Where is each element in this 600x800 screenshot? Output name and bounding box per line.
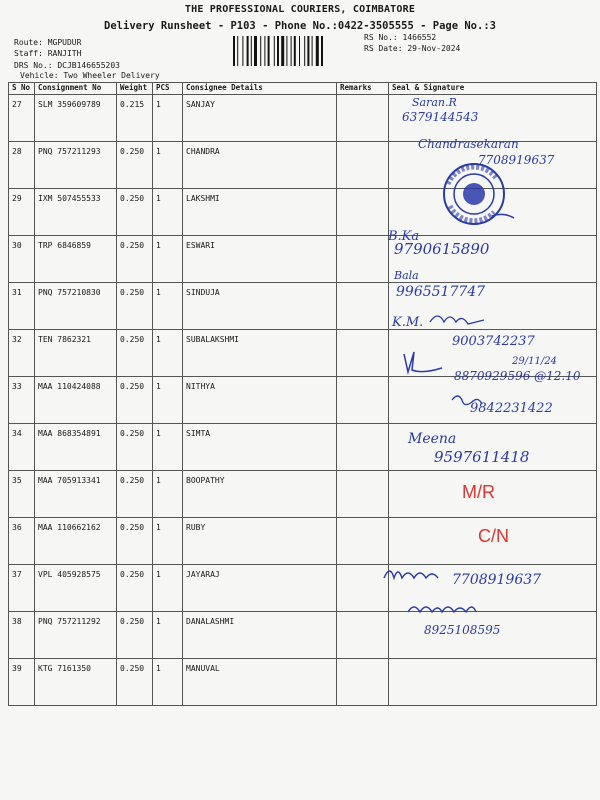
table-row <box>9 95 597 142</box>
table-row <box>9 377 597 424</box>
cell-weight: 0.250 <box>117 236 153 283</box>
cell-weight: 0.250 <box>117 330 153 377</box>
cell-signature <box>389 518 597 565</box>
cell-weight: 0.250 <box>117 565 153 612</box>
cell-weight: 0.250 <box>117 471 153 518</box>
cell-remarks <box>337 377 389 424</box>
cell-sno: 28 <box>9 142 35 189</box>
cell-consignment: PNQ 757211293 <box>35 142 117 189</box>
cell-pcs: 1 <box>153 659 183 706</box>
cell-consignee: NITHYA <box>183 377 337 424</box>
cell-signature <box>389 236 597 283</box>
runsheet-title: Delivery Runsheet - P103 - Phone No.:0422-3505555 - Page No.:3 <box>104 20 496 32</box>
cell-remarks <box>337 236 389 283</box>
signature-35-name: Meena <box>408 431 457 447</box>
cell-consignee: ESWARI <box>183 236 337 283</box>
signature-38-phone: 7708919637 <box>452 572 542 588</box>
signature-27-phone: 6379144543 <box>402 110 479 124</box>
table-row <box>9 189 597 236</box>
cell-weight: 0.250 <box>117 377 153 424</box>
cell-remarks <box>337 659 389 706</box>
cell-sno: 32 <box>9 330 35 377</box>
cell-sno: 35 <box>9 471 35 518</box>
cell-signature <box>389 612 597 659</box>
cell-remarks <box>337 283 389 330</box>
cell-consignee: JAYARAJ <box>183 565 337 612</box>
signature-28-phone: 7708919637 <box>478 153 555 167</box>
cell-remarks <box>337 330 389 377</box>
rs-date: RS Date: 29-Nov-2024 <box>364 44 461 53</box>
cell-pcs: 1 <box>153 142 183 189</box>
cell-pcs: 1 <box>153 471 183 518</box>
cell-signature <box>389 142 597 189</box>
cell-weight: 0.250 <box>117 142 153 189</box>
cell-consignee: SIMTA <box>183 424 337 471</box>
cell-consignment: MAA 868354891 <box>35 424 117 471</box>
column-header-pcs: PCS <box>153 83 183 95</box>
cell-weight: 0.250 <box>117 283 153 330</box>
cell-sno: 37 <box>9 565 35 612</box>
cell-pcs: 1 <box>153 518 183 565</box>
company-heading: THE PROFESSIONAL COURIERS, COIMBATORE <box>184 4 416 15</box>
cell-pcs: 1 <box>153 283 183 330</box>
cell-signature <box>389 283 597 330</box>
cell-consignee: SINDUJA <box>183 283 337 330</box>
cell-pcs: 1 <box>153 95 183 142</box>
cell-consignee: BOOPATHY <box>183 471 337 518</box>
cell-weight: 0.250 <box>117 612 153 659</box>
cell-pcs: 1 <box>153 377 183 424</box>
cell-weight: 0.250 <box>117 424 153 471</box>
cell-signature <box>389 330 597 377</box>
cell-consignment: TRP 6846859 <box>35 236 117 283</box>
signature-27-name: Saran.R <box>412 96 457 109</box>
cell-consignee: SANJAY <box>183 95 337 142</box>
column-header-weight: Weight <box>117 83 153 95</box>
runsheet-table <box>8 82 597 706</box>
table-row <box>9 236 597 283</box>
cell-signature <box>389 471 597 518</box>
cell-pcs: 1 <box>153 612 183 659</box>
cell-consignment: TEN 7862321 <box>35 330 117 377</box>
cell-consignment: VPL 405928575 <box>35 565 117 612</box>
column-header-signature: Seal & Signature <box>389 83 597 95</box>
table-row <box>9 142 597 189</box>
cell-consignment: IXM 507455533 <box>35 189 117 236</box>
cell-consignee: RUBY <box>183 518 337 565</box>
cell-weight: 0.250 <box>117 659 153 706</box>
cell-remarks <box>337 424 389 471</box>
cell-sno: 36 <box>9 518 35 565</box>
cell-signature <box>389 424 597 471</box>
signature-33-phone: 8870929596 @12.10 <box>454 369 581 383</box>
table-row <box>9 330 597 377</box>
barcode-image <box>232 36 348 66</box>
cell-sno: 27 <box>9 95 35 142</box>
table-row <box>9 659 597 706</box>
signature-33-date: 29/11/24 <box>512 356 557 367</box>
cell-weight: 0.250 <box>117 189 153 236</box>
remark-36-mr: M/R <box>462 482 495 502</box>
cell-consignment: PNQ 757211292 <box>35 612 117 659</box>
cell-consignee: DANALASHMI <box>183 612 337 659</box>
signature-30-phone: 9790615890 <box>394 240 490 258</box>
table-row <box>9 471 597 518</box>
column-header-consignment: Consignment No <box>35 83 117 95</box>
table-row <box>9 283 597 330</box>
signature-28-name: Chandrasekaran <box>418 137 519 151</box>
table-header-row <box>9 83 597 95</box>
signature-31-phone: 9965517747 <box>396 284 486 300</box>
column-header-consignee: Consignee Details <box>183 83 337 95</box>
cell-consignee: SUBALAKSHMI <box>183 330 337 377</box>
cell-remarks <box>337 518 389 565</box>
cell-remarks <box>337 471 389 518</box>
cell-consignment: PNQ 757210830 <box>35 283 117 330</box>
vehicle-label: Vehicle: Two Wheeler Delivery <box>20 71 160 80</box>
cell-remarks <box>337 142 389 189</box>
cell-sno: 30 <box>9 236 35 283</box>
cell-signature <box>389 189 597 236</box>
route-label: Route: MGPUDUR <box>14 38 82 47</box>
cell-remarks <box>337 95 389 142</box>
cell-sno: 34 <box>9 424 35 471</box>
cell-signature <box>389 565 597 612</box>
signature-30-name: B.Ka <box>388 229 420 244</box>
table-row <box>9 565 597 612</box>
table-row <box>9 518 597 565</box>
cell-consignee: LAKSHMI <box>183 189 337 236</box>
cell-consignee: CHANDRA <box>183 142 337 189</box>
cell-sno: 29 <box>9 189 35 236</box>
cell-weight: 0.215 <box>117 95 153 142</box>
cell-remarks <box>337 189 389 236</box>
cell-consignment: MAA 110424088 <box>35 377 117 424</box>
remark-37-cn: C/N <box>478 526 509 546</box>
cell-consignment: SLM 359609789 <box>35 95 117 142</box>
cell-consignment: MAA 705913341 <box>35 471 117 518</box>
cell-remarks <box>337 612 389 659</box>
staff-label: Staff: RANJITH <box>14 49 82 58</box>
cell-pcs: 1 <box>153 424 183 471</box>
signature-39-phone: 8925108595 <box>424 623 501 637</box>
table-row <box>9 612 597 659</box>
drs-number: DRS No.: DCJB146655203 <box>14 61 120 70</box>
cell-consignment: MAA 110662162 <box>35 518 117 565</box>
column-header-remarks: Remarks <box>337 83 389 95</box>
cell-signature <box>389 659 597 706</box>
table-row <box>9 424 597 471</box>
cell-pcs: 1 <box>153 330 183 377</box>
signature-32-phone: 9003742237 <box>452 334 535 349</box>
cell-sno: 33 <box>9 377 35 424</box>
rs-number: RS No.: 1466552 <box>364 33 437 42</box>
cell-remarks <box>337 565 389 612</box>
signature-34-phone: 9842231422 <box>470 401 553 416</box>
signature-32-name: K.M. <box>392 315 424 330</box>
cell-weight: 0.250 <box>117 518 153 565</box>
cell-signature <box>389 377 597 424</box>
cell-signature <box>389 95 597 142</box>
signature-35-phone: 9597611418 <box>434 448 530 466</box>
cell-pcs: 1 <box>153 565 183 612</box>
cell-consignee: MANUVAL <box>183 659 337 706</box>
cell-consignment: KTG 7161350 <box>35 659 117 706</box>
cell-sno: 31 <box>9 283 35 330</box>
column-header-sno: S No <box>9 83 35 95</box>
cell-sno: 39 <box>9 659 35 706</box>
cell-pcs: 1 <box>153 189 183 236</box>
signature-31-name: Bala <box>394 269 419 282</box>
cell-pcs: 1 <box>153 236 183 283</box>
cell-sno: 38 <box>9 612 35 659</box>
